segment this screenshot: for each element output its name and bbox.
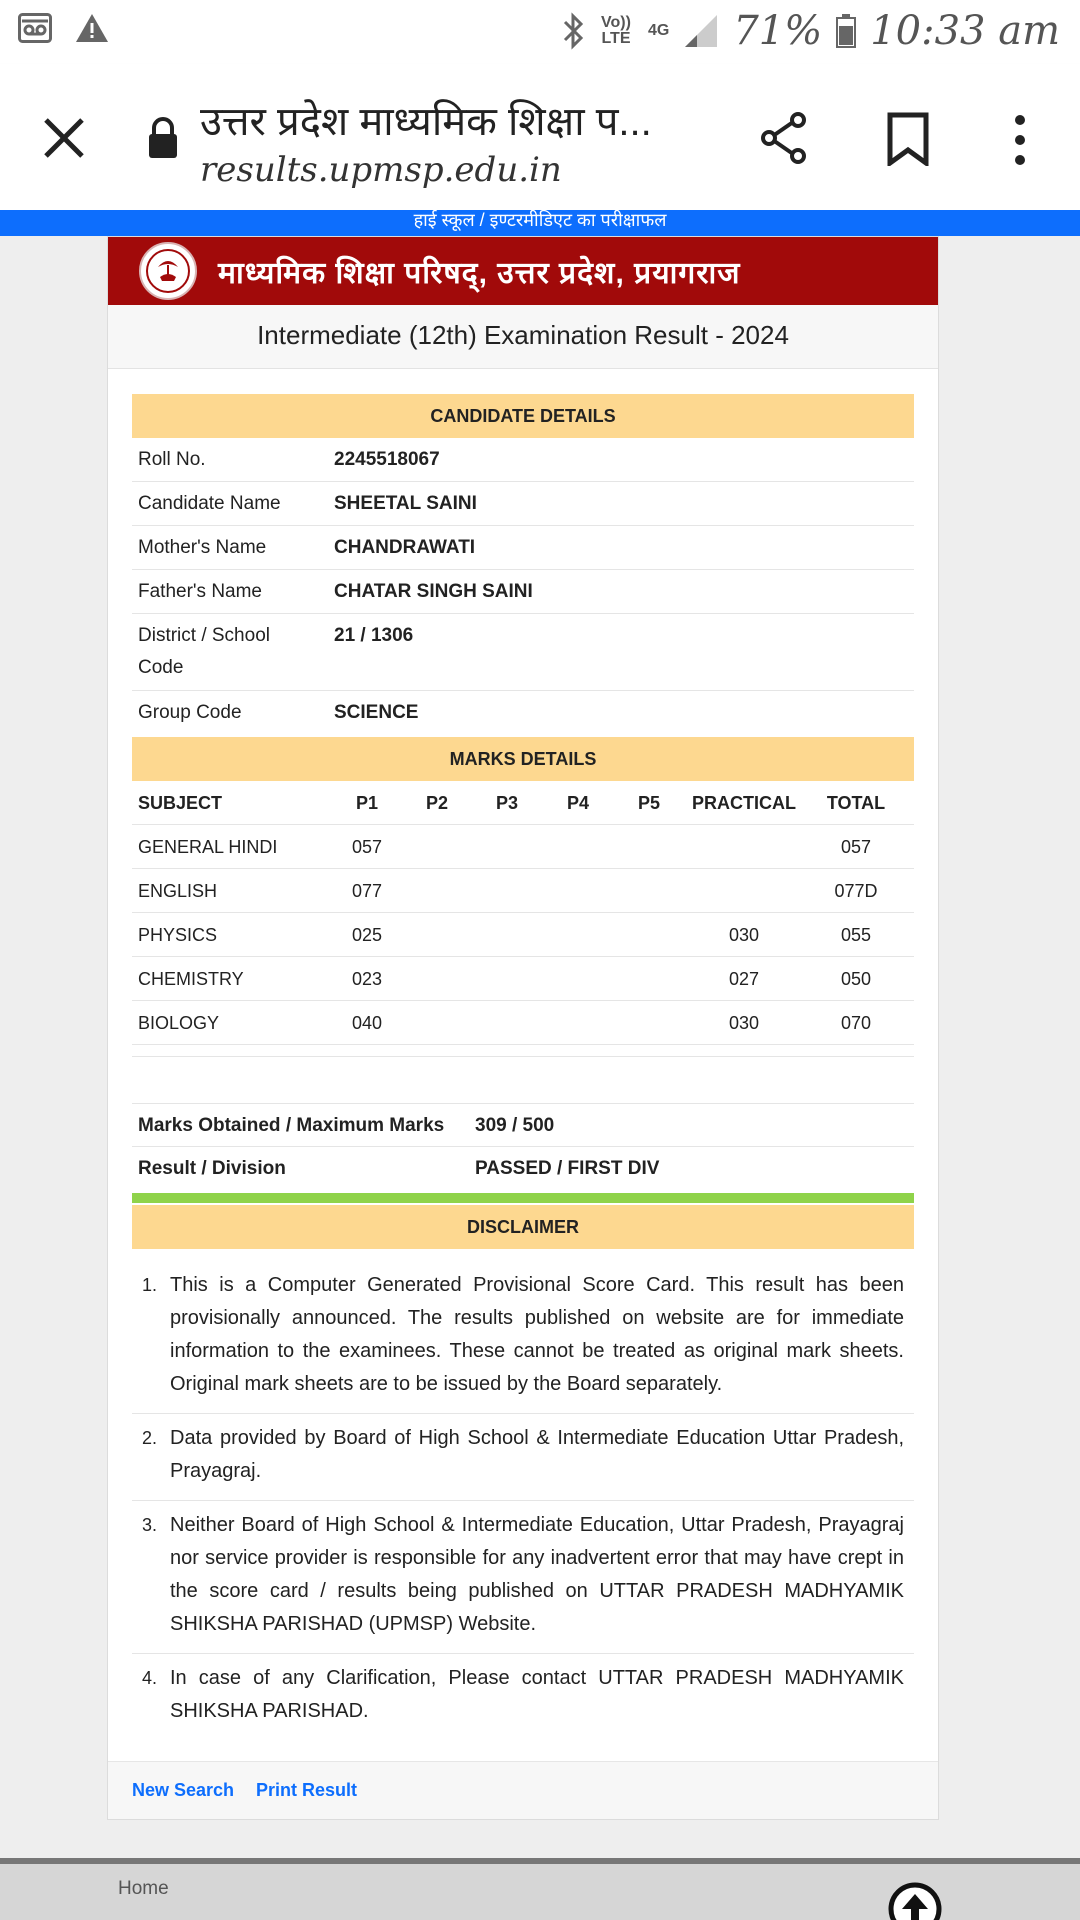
total-cell: 055 [840, 925, 872, 945]
detail-value: 2245518067 [334, 449, 440, 470]
result-card [107, 236, 939, 1820]
result-division-value: PASSED / FIRST DIV [475, 1158, 660, 1179]
list-text: Data provided by Board of High School & Intermediate Education Uttar Pradesh, Prayagraj. [170, 1427, 904, 1482]
list-text: In case of any Clarification, Please contact UTTAR PRADESH MADHYAMIK SHIKSHA PARISHAD. [170, 1667, 904, 1722]
bottom-nav [0, 1858, 1080, 1920]
battery-percent: 71% [733, 8, 823, 54]
close-icon[interactable] [38, 112, 90, 164]
lock-icon [146, 116, 180, 160]
p1-cell: 077 [351, 881, 383, 901]
column-header: PRACTICAL [692, 793, 796, 813]
detail-row-group-code [132, 691, 914, 735]
detail-label: District / School Code [138, 625, 270, 678]
p1-cell: 040 [351, 1013, 383, 1033]
browser-toolbar [0, 64, 1080, 210]
marks-table-header [132, 781, 914, 825]
status-right [562, 8, 1060, 54]
detail-value: CHANDRAWATI [334, 537, 476, 558]
marks-obtained-label: Marks Obtained / Maximum Marks [138, 1115, 445, 1136]
column-header: P4 [566, 793, 590, 813]
voicemail-icon [18, 13, 52, 43]
signal-icon [683, 13, 719, 49]
detail-label: Father's Name [138, 581, 263, 602]
list-item [132, 1654, 914, 1740]
subject-cell: CHEMISTRY [138, 969, 244, 989]
detail-label: Mother's Name [138, 537, 267, 558]
list-item [132, 1414, 914, 1501]
print-result-link[interactable]: Print Result [256, 1780, 358, 1800]
detail-value: CHATAR SINGH SAINI [334, 581, 533, 602]
result-division-label: Result / Division [138, 1158, 286, 1179]
board-banner [108, 237, 938, 305]
clock: 10:33 am [870, 8, 1060, 54]
p1-cell: 057 [351, 837, 383, 857]
list-item [132, 1501, 914, 1654]
column-header: P2 [425, 793, 449, 813]
marks-obtained-value: 309 / 500 [475, 1115, 555, 1136]
list-number: 4. [142, 1668, 158, 1688]
practical-cell: 030 [728, 1013, 760, 1033]
table-row-spacer [132, 1045, 914, 1057]
table-row [132, 869, 914, 913]
detail-label: Candidate Name [138, 493, 281, 514]
scroll-to-top-icon[interactable] [888, 1882, 942, 1920]
subject-cell: ENGLISH [138, 881, 218, 901]
detail-row-mother-name [132, 526, 914, 570]
page-url[interactable]: results.upmsp.edu.in [200, 150, 562, 190]
battery-icon [836, 14, 856, 48]
up-emblem-logo [138, 241, 198, 301]
table-row [132, 1001, 914, 1045]
disclaimer-heading: DISCLAIMER [132, 1205, 914, 1249]
subject-cell: GENERAL HINDI [138, 837, 278, 857]
card-footer [108, 1761, 938, 1819]
table-row [132, 825, 914, 869]
more-options-icon[interactable] [1008, 114, 1032, 166]
total-cell: 050 [840, 969, 872, 989]
marks-obtained-row [132, 1103, 914, 1147]
home-link[interactable]: Home [118, 1878, 169, 1899]
share-icon[interactable] [758, 110, 810, 166]
volte-indicator: Vo)) LTE [601, 14, 631, 47]
subject-cell: PHYSICS [138, 925, 218, 945]
status-bar [0, 0, 1080, 64]
p1-cell: 025 [351, 925, 383, 945]
site-header-strip: हाई स्कूल / इण्टरमीडिएट का परीक्षाफल [0, 210, 1080, 236]
page-title[interactable]: उत्तर प्रदेश माध्यमिक शिक्षा प... [200, 100, 652, 144]
column-header: P3 [495, 793, 519, 813]
status-left [18, 12, 110, 44]
p1-cell: 023 [351, 969, 383, 989]
detail-value: SCIENCE [334, 702, 419, 723]
detail-row-roll-no [132, 438, 914, 482]
detail-value: 21 / 1306 [334, 625, 414, 646]
list-text: Neither Board of High School & Intermediate Education, Uttar Pradesh, Prayagraj nor service provider is responsible for any inadvertent error that may have crept in the score card / results being published on UTTAR PRADESH MADHYAMIK SHIKSHA PARISHAD (UPMSP) Website. [170, 1514, 904, 1635]
list-item [132, 1261, 914, 1414]
marks-details-heading: MARKS DETAILS [132, 737, 914, 781]
list-number: 2. [142, 1428, 158, 1448]
bluetooth-icon [562, 12, 584, 50]
detail-value: SHEETAL SAINI [334, 493, 477, 514]
column-header: TOTAL [826, 793, 886, 813]
column-header: P1 [355, 793, 379, 813]
total-cell: 057 [840, 837, 872, 857]
column-header: SUBJECT [138, 793, 223, 813]
list-number: 3. [142, 1515, 158, 1535]
table-row [132, 957, 914, 1001]
detail-row-father-name [132, 570, 914, 614]
detail-row-candidate-name [132, 482, 914, 526]
warning-icon [74, 12, 110, 44]
detail-row-district-school [132, 614, 914, 691]
detail-label: Roll No. [138, 449, 206, 470]
new-search-link[interactable]: New Search [132, 1780, 235, 1800]
list-text: This is a Computer Generated Provisional Score Card. This result has been provisionally announced. The results published on website are for immediate information to the examinees. These cannot be treated as original mark sheets. Original mark sheets are to be issued by the Board separately. [170, 1274, 904, 1395]
detail-label: Group Code [138, 702, 242, 723]
total-cell: 077D [834, 881, 878, 901]
result-status-bar [132, 1193, 914, 1203]
bookmark-icon[interactable] [886, 112, 930, 166]
table-row [132, 913, 914, 957]
practical-cell: 030 [728, 925, 760, 945]
network-type: 4G [647, 22, 670, 39]
subject-cell: BIOLOGY [138, 1013, 220, 1033]
exam-title: Intermediate (12th) Examination Result - 2024 [108, 305, 938, 369]
result-division-row [132, 1147, 914, 1191]
disclaimer-list [132, 1261, 914, 1740]
total-cell: 070 [840, 1013, 872, 1033]
column-header: P5 [637, 793, 661, 813]
candidate-details-heading: CANDIDATE DETAILS [132, 394, 914, 438]
practical-cell: 027 [728, 969, 760, 989]
list-number: 1. [142, 1275, 158, 1295]
board-name: माध्यमिक शिक्षा परिषद्, उत्तर प्रदेश, प्रयागराज [218, 257, 741, 290]
